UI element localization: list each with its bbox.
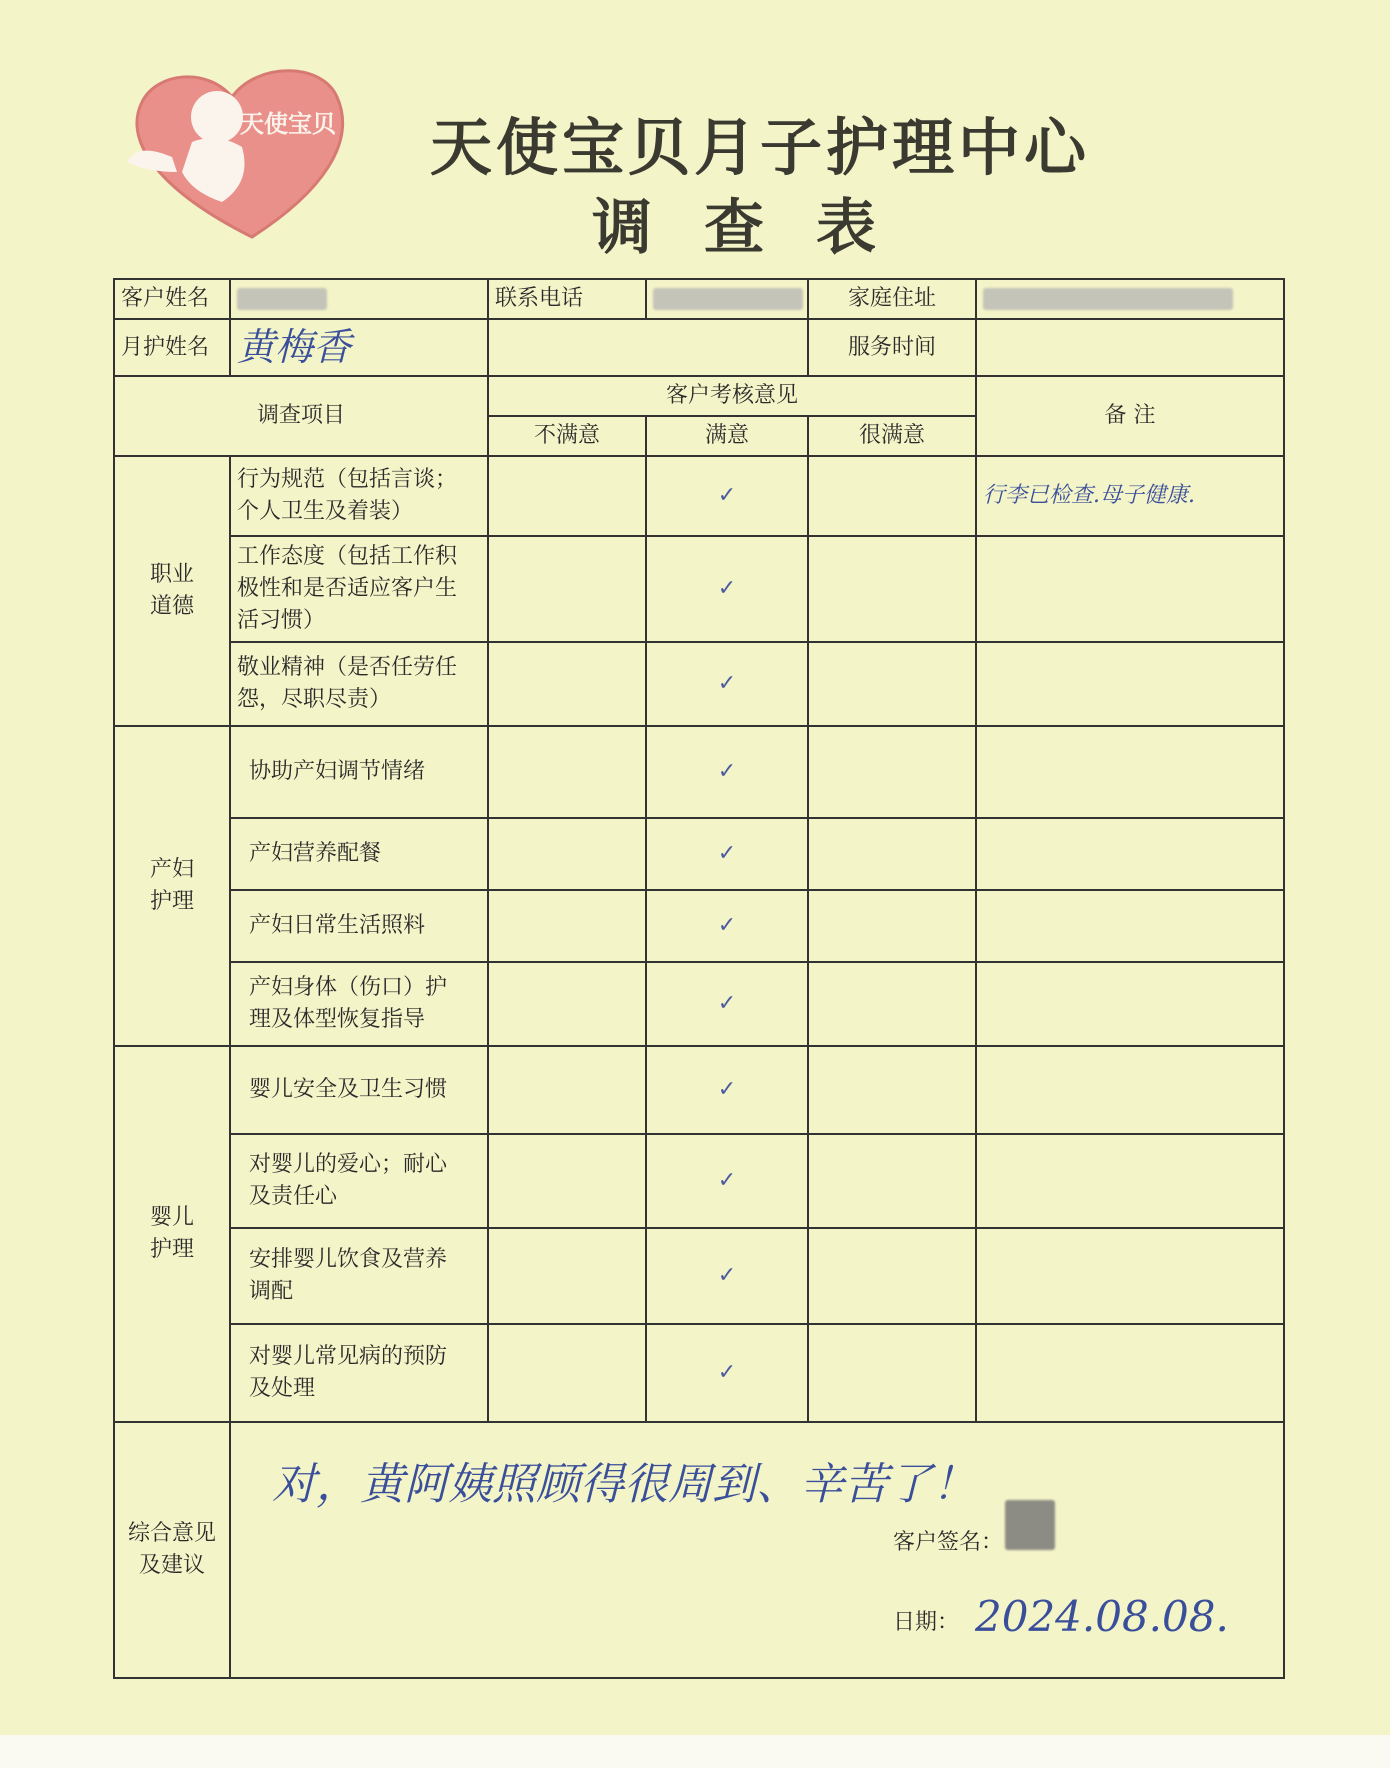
service-time-label: 服务时间: [808, 319, 976, 376]
remark-cell: [976, 1046, 1284, 1134]
satisfied-check[interactable]: ✓: [646, 1046, 808, 1134]
remark-cell: [976, 1324, 1284, 1422]
survey-item: 产妇日常生活照料: [230, 890, 488, 962]
satisfied-check[interactable]: ✓: [646, 962, 808, 1046]
service-time-value: [976, 319, 1284, 376]
remark-cell: [976, 726, 1284, 818]
very-satisfied-cell[interactable]: [808, 1046, 976, 1134]
nanny-name-value: 黄梅香: [230, 319, 488, 376]
unsatisfied-cell[interactable]: [488, 890, 646, 962]
summary-comment: 对，黄阿姨照顾得很周到、辛苦了！: [272, 1459, 976, 1510]
very-satisfied-cell[interactable]: [808, 726, 976, 818]
remark-cell: [976, 642, 1284, 726]
very-satisfied-header: 很满意: [808, 416, 976, 456]
group-label-baby-care: 婴儿 护理: [114, 1046, 230, 1422]
survey-item: 行为规范（包括言谈； 个人卫生及着装）: [230, 456, 488, 536]
unsatisfied-cell[interactable]: [488, 456, 646, 536]
survey-item: 协助产妇调节情绪: [230, 726, 488, 818]
remark-cell: 行李已检查.母子健康.: [976, 456, 1284, 536]
angel-head-icon: [191, 91, 243, 143]
opinion-group-header: 客户考核意见: [488, 376, 976, 416]
table-row: [114, 890, 1284, 962]
satisfied-check[interactable]: ✓: [646, 818, 808, 890]
very-satisfied-cell[interactable]: [808, 456, 976, 536]
very-satisfied-cell[interactable]: [808, 536, 976, 642]
angel-heart-logo: [122, 62, 382, 242]
remarks-header: 备 注: [976, 376, 1284, 456]
survey-item: 安排婴儿饮食及营养 调配: [230, 1228, 488, 1324]
table-row: [114, 456, 1284, 536]
items-header: 调查项目: [114, 376, 488, 456]
survey-item: 产妇身体（伤口）护 理及体型恢复指导: [230, 962, 488, 1046]
survey-item: 敬业精神（是否任劳任 怨，尽职尽责）: [230, 642, 488, 726]
survey-item: 婴儿安全及卫生习惯: [230, 1046, 488, 1134]
remark-cell: [976, 536, 1284, 642]
unsatisfied-cell[interactable]: [488, 1046, 646, 1134]
date-label: 日期：: [893, 1610, 960, 1635]
unsatisfied-cell[interactable]: [488, 1228, 646, 1324]
info-row-1: [114, 279, 1284, 319]
satisfied-check[interactable]: ✓: [646, 890, 808, 962]
scan-edge: [0, 1735, 1390, 1768]
page-title: 天使宝贝月子护理中心: [429, 111, 1090, 184]
phone-value: [646, 279, 808, 319]
remark-cell: [976, 1134, 1284, 1228]
survey-item: 对婴儿的爱心；耐心 及责任心: [230, 1134, 488, 1228]
satisfied-check[interactable]: ✓: [646, 1324, 808, 1422]
remark-cell: [976, 890, 1284, 962]
table-row: [114, 726, 1284, 818]
satisfied-check[interactable]: ✓: [646, 726, 808, 818]
unsatisfied-cell[interactable]: [488, 726, 646, 818]
survey-item: 产妇营养配餐: [230, 818, 488, 890]
table-row: [114, 1046, 1284, 1134]
table-row: [114, 1324, 1284, 1422]
very-satisfied-cell[interactable]: [808, 890, 976, 962]
very-satisfied-cell[interactable]: [808, 962, 976, 1046]
info-row-2: [114, 319, 1284, 376]
very-satisfied-cell[interactable]: [808, 1228, 976, 1324]
remark-cell: [976, 962, 1284, 1046]
phone-label: 联系电话: [488, 279, 646, 319]
survey-item: 工作态度（包括工作积 极性和是否适应客户生 活习惯）: [230, 536, 488, 642]
satisfied-check[interactable]: ✓: [646, 1228, 808, 1324]
satisfied-check[interactable]: ✓: [646, 456, 808, 536]
nanny-blank: [488, 319, 808, 376]
very-satisfied-cell[interactable]: [808, 1134, 976, 1228]
table-row: [114, 818, 1284, 890]
satisfied-check[interactable]: ✓: [646, 536, 808, 642]
address-label: 家庭住址: [808, 279, 976, 319]
very-satisfied-cell[interactable]: [808, 642, 976, 726]
group-label-mother-care: 产妇 护理: [114, 726, 230, 1046]
logo-text: 天使宝贝: [240, 110, 336, 138]
unsatisfied-cell[interactable]: [488, 1134, 646, 1228]
table-row: [114, 642, 1284, 726]
signature-label: 客户签名：: [893, 1530, 1004, 1555]
remark-cell: [976, 1228, 1284, 1324]
page-subtitle: 调查表: [592, 193, 928, 263]
unsatisfied-header: 不满意: [488, 416, 646, 456]
address-value: [976, 279, 1284, 319]
table-row: [114, 1228, 1284, 1324]
header-row-1: [114, 376, 1284, 416]
group-label-ethics: 职业 道德: [114, 456, 230, 726]
very-satisfied-cell[interactable]: [808, 818, 976, 890]
unsatisfied-cell[interactable]: [488, 642, 646, 726]
unsatisfied-cell[interactable]: [488, 536, 646, 642]
signature-redacted: [1005, 1500, 1095, 1560]
summary-label: 综合意见 及建议: [114, 1422, 230, 1678]
unsatisfied-cell[interactable]: [488, 1324, 646, 1422]
satisfied-header: 满意: [646, 416, 808, 456]
client-name-label: 客户姓名: [114, 279, 230, 319]
survey-item: 对婴儿常见病的预防 及处理: [230, 1324, 488, 1422]
nanny-name-label: 月护姓名: [114, 319, 230, 376]
table-row: [114, 536, 1284, 642]
client-name-value: [230, 279, 488, 319]
unsatisfied-cell[interactable]: [488, 818, 646, 890]
table-row: [114, 962, 1284, 1046]
table-row: [114, 1134, 1284, 1228]
very-satisfied-cell[interactable]: [808, 1324, 976, 1422]
satisfied-check[interactable]: ✓: [646, 1134, 808, 1228]
date-value: 2024.08.08.: [975, 1592, 1229, 1641]
remark-cell: [976, 818, 1284, 890]
unsatisfied-cell[interactable]: [488, 962, 646, 1046]
satisfied-check[interactable]: ✓: [646, 642, 808, 726]
